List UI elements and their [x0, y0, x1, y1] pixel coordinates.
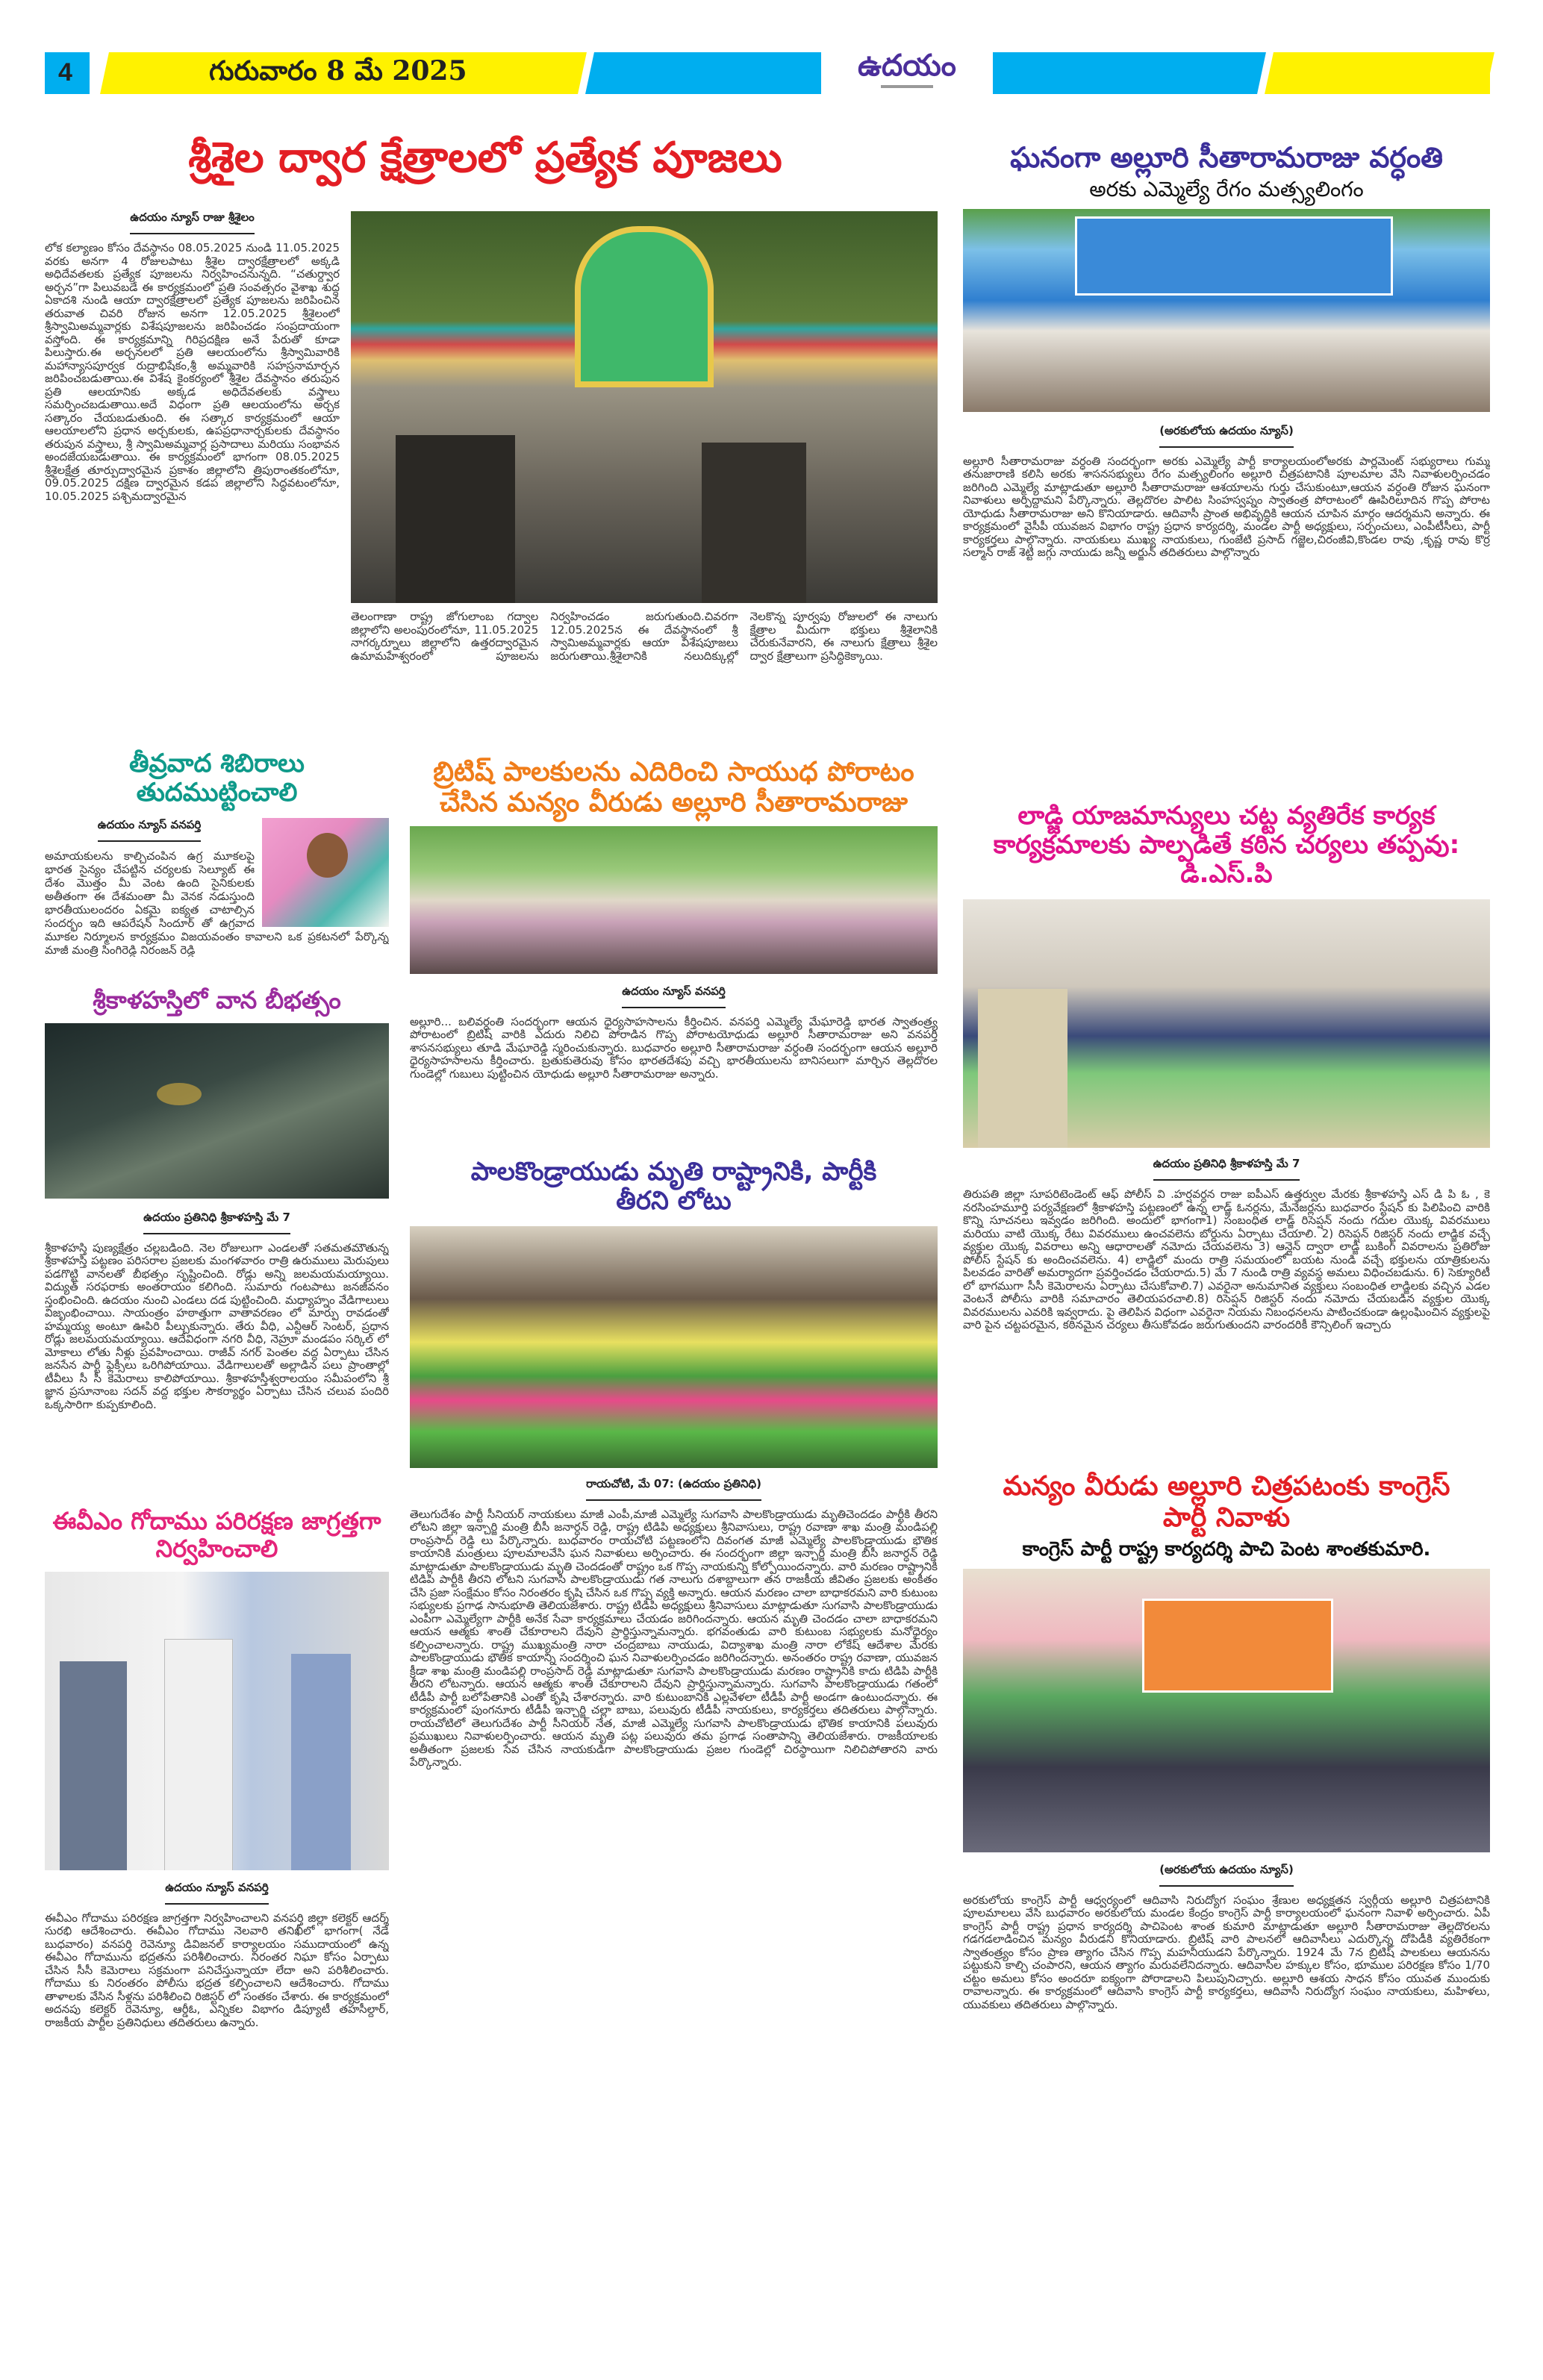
- headline-alluri-vanaparthy: బ్రిటిష్ పాలకులను ఎదిరించి సాయుధ పోరాటం చేసిన మన్యం వీరుడు అల్లూరి సీతారామరాజు: [433, 757, 914, 819]
- right-column: [963, 142, 1490, 2193]
- temple-door: [396, 435, 515, 603]
- official-1: [60, 1661, 127, 1870]
- headline-congress-nivali: మన్యం వీరుడు అల్లూరి చిత్రపటంకు కాంగ్రెస్ పార్టీ నివాళు: [1003, 1471, 1450, 1533]
- logo-text: ఉదయం: [858, 49, 956, 83]
- teevravada-block: [45, 818, 389, 957]
- body-teevravada: అమాయకులను కాల్చిచంపిన ఉగ్ర మూకలపై భారత సైన్యం చేపట్టిన చర్యలకు సెల్యూట్ ఈ దేశం మొత్తం మీ వెంట ఉంది సైనికులకు అతీతంగా ఈ దేశమంతా మీ వెనక నడుస్తుంది భారతీయులందరం ఏకమై ఐక్యత చాటాల్సిన సందర్భం ఇది ఆపరేషన్ సిందూర్ తో ఉగ్రవాద మూకల నిర్మూలన కార్యక్రమం విజయవంతం కావాలని ఒక ప్రకటనలో పేర్కొన్న మాజీ మంత్రి సింగిరెడ్డి నిరంజన్ రెడ్డి: [45, 849, 389, 958]
- photo-palakondrayudu-tribute: [410, 1226, 938, 1468]
- headline-lodge-dsp: లాడ్జి యాజమాన్యులు చట్ట వ్యతిరేక కార్యక కార్యక్రమాలకు పాల్పడితే కఠిన చర్యలు తప్పవు: డి.ఎస్.పి: [993, 800, 1460, 890]
- photo-alluri-vanaparthy: [410, 826, 938, 974]
- headline-srisailam: శ్రీశైల ద్వార క్షేత్రాలలో ప్రత్యేక పూజలు: [188, 134, 782, 182]
- photo-evm-godown: [45, 1572, 389, 1870]
- caption-congress-nivali: (అరకులోయ ఉదయం న్యూస్): [963, 1863, 1490, 1887]
- body-evm-godown: ఈవీఎం గోదాము పరిరక్షణ జాగ్రత్తగా నిర్వహించాలని వనపర్తి జిల్లా కలెక్టర్ ఆదర్శ్ సురభి ఆదేశించారు. ఈవీఎం గోదాము నెలవారి తనిఖీలో భాగంగా( నేడే బుధవారం) వనపర్తి రెవెన్యూ డివిజనల్ కార్యాలయం సముదాయంలో ఉన్న ఈవీఎం గోదామును భద్రతను పరిశీలించారు. నిరంతర నిఘా కోసం ఏర్పాటు చేసిన సీసీ కెమెరాలు సక్రమంగా పనిచేస్తున్నాయా లేదా అని పరిశీలించారు. గోదాము కు నిరంతరం పోలీసు భద్రత కల్పించాలని ఆదేశించారు. గోదాము తాళాలకు వేసిన సీళ్లను పరిశీలించి రిజిస్టర్ లో సంతకం చేశారు. ఈ కార్యక్రమంలో అదనపు కలెక్టర్ రెవెన్యూ, ఆర్డీఓ, ఎన్నికల విభాగం డిప్యూటీ తహసీల్దార్, రాజకీయ పార్టీల ప్రతినిధులు తదితరులు ఉన్నారు.: [45, 1911, 389, 2029]
- caption-araku-vardhanti: (అరకులోయ ఉదయం న్యూస్): [963, 424, 1490, 448]
- issue-date: గురువారం 8 మే 2025: [209, 55, 467, 87]
- temple-door-2: [702, 443, 806, 603]
- logo-tagline-mark: [881, 85, 933, 88]
- congress-banner: [1142, 1599, 1333, 1693]
- page-number: 4: [58, 58, 72, 87]
- left-column: [45, 203, 389, 2181]
- subheadline-araku-vardhanti: అరకు ఎమ్మెల్యే రేగం మత్స్యలింగం: [1089, 176, 1364, 202]
- masthead-logo: [821, 46, 993, 100]
- body-srisailam-bottom: తెలంగాణా రాష్ట్ర జోగులాంబ గద్వాల జిల్లాలోని అలంపురంలోనూ, 11.05.2025 నాగర్కర్నూలు జిల్లాలోని ఉత్తరద్వారమైన ఉమామహేశ్వరంలో పూజలను నిర్వహించడం జరుగుతుంది.చివరగా 12.05.2025న ఈ దేవస్థానంలో శ్రీ స్వామిఅమ్మవార్లకు ఆయా విశేషపూజలు జరుగుతాయి.శ్రీశైలానికి నలుదిక్కుల్లో నెలకొన్న పూర్వపు రోజులలో ఈ నాలుగు క్షేత్రాల మీదుగా భక్తులు శ్రీశైలానికి చేరుకునేవారని, ఈ నాలుగు క్షేత్రాలు శ్రీశైల ద్వార క్షేత్రాలుగా ప్రసిద్ధికెక్కాయి.: [351, 610, 938, 663]
- photo-rain-street: [45, 1023, 389, 1199]
- body-congress-nivali: అరకులోయ కాంగ్రెస్ పార్టీ ఆధ్వర్యంలో ఆదివాసి నిరుద్యోగ సంఘం శ్రేణుల అధ్యక్షతన స్వర్గీయ అల్లూరి చిత్రపటానికి పూలమాలలు వేసి బుధవారం అరకులోయ మండల కేంద్రం కాంగ్రెస్ పార్టీ కార్యాలయంలో ఘనంగా నివాళి అర్పించారు. ఏపీ కాంగ్రెస్ పార్టీ రాష్ట్ర ప్రధాన కార్యదర్శి పాచిపెంట శాంత కుమారి మాట్లాడుతూ అల్లూరి సీతారామరాజు తెల్లదొరలను గడగడలాడించిన మన్యం వీరుడని కొనియాడారు. బ్రిటిష్ వారి పాలనలో ఆదివాసీలు ఎదుర్కొన్న దోపిడీకి వ్యతిరేకంగా స్వాతంత్ర్యం కోసం ప్రాణ త్యాగం చేసిన గొప్ప మహనీయుడని పేర్కొన్నారు. 1924 మే 7న బ్రిటిష్ పాలకులు ఆయనను పట్టుకుని కాల్చి చంపారని, ఆయన త్యాగం మరువలేనిదన్నారు. ఆదివాసీల హక్కుల కోసం, భూముల పరిరక్షణ కోసం 1/70 చట్టం అమలు కోసం అందరూ ఐక్యంగా పోరాడాలని పిలుపునిచ్చారు. అల్లూరి ఆశయ సాధన కోసం యువత ముందుకు రావాలన్నారు. ఈ కార్యక్రమంలో ఆదివాసి కాంగ్రెస్ పార్టీ కార్యకర్తలు, ఆదివాసీ నిరుద్యోగ సంఘం నాయకులు, మహిళలు, యువకులు తదితరులు పాల్గొన్నారు.: [963, 1893, 1490, 2011]
- photo-congress-nivali: [963, 1569, 1490, 1852]
- caption-srikalahasti-rain: ఉదయం ప్రతినిధి శ్రీకాళహస్తి మే 7: [45, 1211, 389, 1234]
- photo-srisailam-temple: [351, 211, 938, 603]
- body-palakondrayudu: తెలుగుదేశం పార్టీ సీనియర్ నాయకులు మాజీ ఎంపీ,మాజీ ఎమ్మెల్యే సుగవాసి పాలకొండ్రాయుడు మృతిచెందడం పార్టీకి తీరని లోటని జిల్లా ఇన్చార్జి మంత్రి బీసీ జనార్ధన్ రెడ్డి, రాష్ట్ర టిడిపి అధ్యక్షులు శ్రీనివాసులు, రాష్ట్ర రవాణా శాఖ మంత్రి మండిపల్లి రాంప్రసాద్ రెడ్డి లు పేర్కొన్నారు. బుధవారం రాయచోటి పట్టణంలోని దివంగత మాజీ ఎమ్మెల్యే పాలకొండ్రాయుడు భౌతిక కాయానికి మంత్రులు పూలమాలవేసి ఘన నివాళులు అర్పించారు. ఈ సందర్భంగా జిల్లా ఇన్చార్జి మంత్రి బీసీ జనార్ధన్ రెడ్డి మాట్లాడుతూ పాలకొండ్రాయుడు మృతి చెందడంతో రాష్ట్రం ఒక గొప్ప నాయకున్ని కోల్పోయిందన్నారు. వారి మరణం రాష్ట్రానికి టిడిపి పార్టీకి తీరని లోటని సుగవాసి పాలకొండ్రాయుడు గత నాలుగు దశాబ్దాలుగా తన రాజకీయ జీవితం ప్రజలకు అంకితం చేసి ప్రజా సంక్షేమం కోసం నిరంతరం కృషి చేసిన ఒక గొప్ప వ్యక్తి అన్నారు. ఆయన మరణం చాలా బాధాకరమని వారి కుటుంబ సభ్యులకు ప్రగాఢ సానుభూతి తెలియజేశారు. రాష్ట్ర టిడిపి అధ్యక్షులు శ్రీనివాసులు మాట్లాడుతూ సుగవాసి పాలకొండ్రాయుడు ఎంపీగా ఎమ్మెల్యేగా పార్టీకి అనేక సేవా కార్యక్రమాలు చేయడం జరిగిందన్నారు. ఆయన మృతి చెందడం చాలా బాధాకరమని ఆయన ఆత్మకు శాంతి చేకూరాలని దేవుని ప్రార్థిస్తున్నామన్నారు. భగవంతుడు వారి కుటుంబ సభ్యులకు మనోధైర్యం కల్పించాలన్నారు. రాష్ట్ర ముఖ్యమంత్రి నారా చంద్రబాబు నాయుడు, విద్యాశాఖ మంత్రి నారా లోకేష్ ఆదేశాల మేరకు పాలకొండ్రాయుడు భౌతిక కాయాన్ని సందర్శించి ఘన నివాళులర్పించడం జరిగిందన్నారు. అనంతరం రాష్ట్ర రవాణా, యువజన క్రీడా శాఖ మంత్రి మండిపల్లి రాంప్రసాద్ రెడ్డి మాట్లాడుతూ సుగవాసి పాలకొండ్రాయుడు మరణం రాష్ట్రానికి కాదు టిడిపి పార్టీకి తీరని లోటన్నారు. ఆయన ఆత్మకు శాంతి చేకూరాలని దేవుని ప్రార్థిస్తున్నామన్నారు. సుగవాసి పాలకొండ్రాయుడు గతంలో టీడీపీ పార్టీ బలోపేతానికి ఎంతో కృషి చేశారన్నారు. వారి కుటుంబానికి ఎల్లవేళలా టీడీపీ పార్టీ అండగా ఉంటుందన్నారు. ఈ కార్యక్రమంలో పుంగనూరు టీడీపీ ఇన్చార్జి చల్లా బాబు, పలువురు టీడీపీ నాయకులు, కార్యకర్తలు తదితరులు పాల్గొన్నారు. రాయచోటిలో తెలుగుదేశం పార్టీ సీనియర్ నేత, మాజీ ఎమ్మెల్యే సుగవాసి పాలకొండ్రాయుడు భౌతిక కాయానికి పలువురు ప్రముఖులు నివాళులర్పించారు. ఆయన మృతి పట్ల పలువురు తమ ప్రగాఢ సంతాపాన్ని తెలియజేశారు. రాజకీయాలకు అతీతంగా ప్రజలకు సేవ చేసిన నాయకుడిగా పాలకొండ్రాయుడు ప్రజల గుండెల్లో చిరస్థాయిగా నిలిచిపోతారని వారు పేర్కొన్నారు.: [410, 1508, 938, 1770]
- headline-teevravada: తీవ్రవాద శిబిరాలు తుదముట్టించాలి: [129, 749, 305, 808]
- byline-alluri-vanaparthy: ఉదయం న్యూస్ వనపర్తి: [410, 984, 938, 1008]
- temple-arch: [575, 226, 714, 387]
- official-2: [164, 1639, 233, 1870]
- body-srikalahasti-rain: శ్రీకాళహస్తి పుణ్యక్షేత్రం చల్లబడింది. నెల రోజులుగా ఎండలతో సతమతమౌతున్న శ్రీకాళహస్తి పట్టణం పరిసరాల ప్రజలకు మంగళవారం రాత్రి ఉరుములు మెరుపులు పడగొట్టి వానలతో బీభత్సం సృష్టించింది. రోడ్లు అన్ని జలమయమయ్యాయి. విద్యుత్ సరఫరాకు అంతరాయం కలిగింది. సుమారు గంటపాటు జనజీవనం స్తంభించింది. ఉదయం నుంచి ఎండలు దడ పుట్టించింది. మధ్యాహ్నం వేడిగాలులు విజృంభించాయి. సాయంత్రం హఠాత్తుగా వాతావరణం లో మార్పు రావడంతో హమ్మయ్య అంటూ ఊపిరి పీల్చుకున్నారు. తేరు వీధి, ఎన్టీఆర్ సెంటర్, ప్రధాన రోడ్లు జలమయమయ్యాయి. ఆదేవిధంగా నగరి వీధి, నెహ్రూ మండపం సర్కిల్ లో మోకాలు లోతు నీళ్లు ప్రవహించాయి. రాజీవ్ నగర్ పెంతల వద్ద ఏర్పాటు చేసిన జనసేన పార్టీ ఫ్లెక్సీలు ఒరిగిపోయాయి. వేడిగాలులతో అల్లాడిన పలు ప్రాంతాల్లో టీవీలు సీ సీ కెమెరాలు కాలిపోయాయి. శ్రీకాళహస్తీశ్వరాలయం సమీపంలోని శ్రీ జ్ఞాన ప్రసూనాంబ సదన్ వద్ద భక్తుల సౌకర్యార్థం ఏర్పాటు చేసిన చలువ పందిరి ఒక్కసారిగా కుప్పకూలింది.: [45, 1241, 389, 1411]
- byline-teevravada: ఉదయం న్యూస్ వనపర్తి: [45, 818, 254, 842]
- body-lodge-dsp: తిరుపతి జిల్లా సూపరిటెండెంట్ ఆఫ్ పోలీస్ వి .హర్షవర్ధన రాజు ఐపీఎస్ ఉత్తర్వుల మేరకు శ్రీకాళహస్తి ఎస్ డి పి ఓ , కె నరసింహమూర్తి పర్యవేక్షణలో శ్రీకాళహస్తి పట్టణంలో ఉన్న లాడ్జ్ ఓనర్లను, మేనేజర్లను బుధవారం స్టేషన్ కు పిలిపించి వారికి కొన్ని సూచనలు ఇవ్వడం జరిగింది. అందులో భాగంగా1) సంబంధిత లాడ్జ్ రిసెప్షన్ నందు గదుల యొక్క వివరములు మరియు వాటి యొక్క రేటు వివరములు ఉంచవలెను బోర్డును ఏర్పాటు చేయాలి. 2) రిసెప్షన్ రిజిస్టర్ నందు లాడ్జిక వచ్చే వ్యక్తుల యొక్క వివరాలు అన్ని ఆధారాలతో నమోదు చేయవలెను 3) ఆన్లైన్ ద్వారా లాడ్జి బుకింగ్ వివరాలను ప్రతిరోజు పోలీస్ స్టేషన్ కు అందించవలెను. 4) లాడ్జిలో మందు రాత్రి సమయంలో బయట నుండి వచ్చే భక్తులను యాత్రికులను పిలవడం వారితో అమర్యాదగా ప్రవర్తించడం చేయరాదు.5) మే 7 నుండి రాత్రి వ్యవస్థ అమలు విధించబడును. 6) సెక్యూరిటీ లో భాగముగా సీసీ కెమెరాలను ఏర్పాటు చేసుకోవాలి.7) ఎవరైనా అనుమానిత వ్యక్తులు సంబంధిత లాడ్జిలకు వచ్చిన ఎడల వెంటనే పోలీసు వారికి సమాచారం తెలియపరచాలి.8) రిసెప్షన్ రిజిస్టర్ నందు నమోదు చేయబడిన వ్యక్తుల యొక్క వివరములను ఎవరికి ఇవ్వరాదు. పై తెలిపిన విధంగా ఎవరైనా నియమ నిబంధనలను పాటించకుండా ఉల్లంఘించిన వ్యక్తులపై వారి పైన చట్టపరమైన, కఠినమైన చర్యలు తీసుకోవడం జరుగుతుందని వారందరికీ కౌన్సిలింగ్ ఇచ్చారు: [963, 1188, 1490, 1332]
- rain-light: [157, 1083, 202, 1105]
- caption-palakondrayudu: రాయచోటి, మే 07: (ఉదయం ప్రతినిధి): [410, 1477, 938, 1501]
- caption-evm-godown: ఉదయం న్యూస్ వనపర్తి: [45, 1881, 389, 1905]
- headline-palakondrayudu: పాలకొండ్రాయుడు మృతి రాష్ట్రానికి, పార్టీకి తీరని లోటు: [470, 1156, 877, 1216]
- byline-srisailam: ఉదయం న్యూస్ రాజు శ్రీశైలం: [45, 210, 340, 234]
- photo-lodge-meeting: [963, 899, 1490, 1148]
- official-3: [291, 1654, 351, 1870]
- photo-araku-vardhanti: [963, 209, 1490, 412]
- headline-evm-godown: ఈవీఎం గోదాము పరిరక్షణ జాగ్రత్తగా నిర్వహించాలి: [52, 1506, 381, 1563]
- headline-srikalahasti-rain: శ్రీకాళహస్తిలో వాన బీభత్సం: [93, 986, 341, 1015]
- subheadline-congress-nivali: కాంగ్రెస్ పార్టీ రాష్ట్ర కార్యదర్శి పాచి పెంట శాంతకుమారి.: [1022, 1537, 1431, 1561]
- headline-araku-vardhanti: ఘనంగా అల్లూరి సీతారామరాజు వర్ధంతి: [1010, 141, 1443, 174]
- caption-lodge-dsp: ఉదయం ప్రతినిధి శ్రీకాళహస్తి మే 7: [963, 1157, 1490, 1181]
- speaker-face: [307, 833, 348, 878]
- middle-column: [351, 211, 938, 2247]
- police-officer: [978, 989, 1067, 1148]
- middle-lower-stack: [410, 715, 938, 2247]
- header-yellow-right-fill: [1344, 52, 1490, 94]
- body-srisailam-left: లోక కల్యాణం కోసం దేవస్థానం 08.05.2025 నుండి 11.05.2025 వరకు అనగా 4 రోజులపాటు శ్రీశైల ద్వారక్షేత్రాలలో అక్కడి అధిదేవతలకు ప్రత్యేక పూజలను నిర్వహించనున్నది. “చతుర్ద్వార అర్చన”గా పిలువబడే ఈ కార్యక్రమంలో ప్రతి సంవత్సరం వైశాఖ శుద్ధ ఏకాదశి నుండి ఆయా ద్వారక్షేత్రాలలో ప్రత్యేక పూజలను జరిపించిన తరువాత చివరి రోజున అనగా 12.05.2025 శ్రీశైలంలో శ్రీస్వామిఅమ్మవార్లకు విశేషపూజలను జరిపించడం సంప్రదాయంగా వస్తోంది. ఈ కార్యక్రమాన్ని గిరిప్రదక్షిణ అనే పేరుతో కూడా పిలుస్తారు.ఈ అర్చనలలో ప్రతి ఆలయంలోను శ్రీస్వామివారికి మహాన్యాసపూర్వక రుద్రాభిషేకం,శ్రీ అమ్మవారికి సహస్రనామార్చన జరిపించబడుతాయి.ఈ విశేష కైంకర్యంలో శ్రీశైల దేవస్థానం తరుపున ప్రతి ఆలయానికు అక్కడ అధిదేవతలకు వస్త్రాలు సమర్పించబడుతాయి.అదే విధంగా ప్రతి ఆలయంలోను అర్చక సత్కారం చేయబడుతుంది. ఈ సత్కార కార్యక్రమంలో ఆయా ఆలయాలలోని ప్రధాన అర్చకులకు, ఉపప్రధానార్చకులకు దేవస్థానం తరుపున వస్త్రాలు, శ్రీ స్వామిఅమ్మవార్ల ప్రసాదాలు మరియు సంభావన అందజేయబడుతాయి. ఈ కార్యక్రమంలో భాగంగా 08.05.2025 శ్రీశైలక్షేత్ర తూర్పుద్వారమైన ప్రకాశం జిల్లాలోని త్రిపురాంతకంలోనూ, 09.05.2025 దక్షిణ ద్వారమైన కడప జిల్లాలోని సిద్ధవటంలోనూ, 10.05.2025 పశ్చిమద్వారమైన: [45, 242, 340, 503]
- banner: [1075, 216, 1393, 296]
- body-araku-vardhanti: అల్లూరి సీతారామరాజు వర్ధంతి సందర్భంగా అరకు ఎమ్మెల్యే పార్టీ కార్యాలయంలోఅరకు పార్లమెంట్ సభ్యురాలు గుమ్మ తనుజారాణి కలిసి అరకు శాసనసభ్యులు రేగం మత్స్యలింగం అల్లూరి చిత్రపటానికి పూలమాల వేసి నివాళులర్పించడం జరిగింది ఎమ్మెల్యే మాట్లాడుతూ అల్లూరి సీతారామరాజు ఆశయాలను గుర్తు చేసుకుంటూ,ఆయన వర్ధంతి రోజున ఘనంగా నివాళులు అర్పిద్దామని పేర్కొన్నారు. తెల్లదొరల పాలిట సింహస్వప్నం స్వాతంత్ర పోరాటంలో ఊపిరిలూదిన గొప్ప పోరాట యోధుడు సీతారామరాజు అని కొనియాడారు. ఆదివాసీ ప్రాంత అభివృద్ధికి ఆయన చూపిన మార్గం ఆదర్శమని అన్నారు. ఈ కార్యక్రమంలో వైసీపీ యువజన విభాగం రాష్ట్ర ప్రధాన కార్యదర్శి, మండల పార్టీ అధ్యక్షులు, సర్పంచులు, ఎంపీటీసీలు, పార్టీ కార్యకర్తలు పాల్గొన్నారు. నాయకులు ముఖ్య నాయకులు, గుంజేటి ప్రసాద్ గజ్జెల,చిరంజీవి,కొండల రావు ,కృష్ణ రావు కొర్ర సల్మాన్ రాజ్ శెట్టి జగ్గు నాయుడు జన్నీ అర్జున్ తదితరులు పాల్గొన్నారు: [963, 455, 1490, 560]
- body-alluri-vanaparthy: అల్లూరి... బలివర్ధంతి సందర్భంగా ఆయన ధైర్యసాహసాలను కీర్తించిన. వనపర్తి ఎమ్మెల్యే మేఘారెడ్డి భారత స్వాతంత్ర్య పోరాటంలో బ్రిటిష్ వారికి ఎదురు నిలిచి పోరాడిన గొప్ప పోరాటయోధుడు అల్లూరి సీతారామరాజు అని వనపర్తి శాసనసభ్యులు తూడి మేఘారెడ్డి స్మరించుకున్నారు. బుధవారం అల్లూరి సీతారామరాజు వర్ధంతి సందర్భంగా ఆయన అల్లూరి ధైర్యసాహసాలను కీర్తించారు. బ్రతుకుతెరువు కోసం భారతదేశపు వచ్చి భారతీయులను బానిసలుగా మార్చిన తెల్లదొరల గుండెల్లో గుబులు పుట్టించిన యోధుడు అల్లూరి సీతారామరాజు అన్నారు.: [410, 1015, 938, 1081]
